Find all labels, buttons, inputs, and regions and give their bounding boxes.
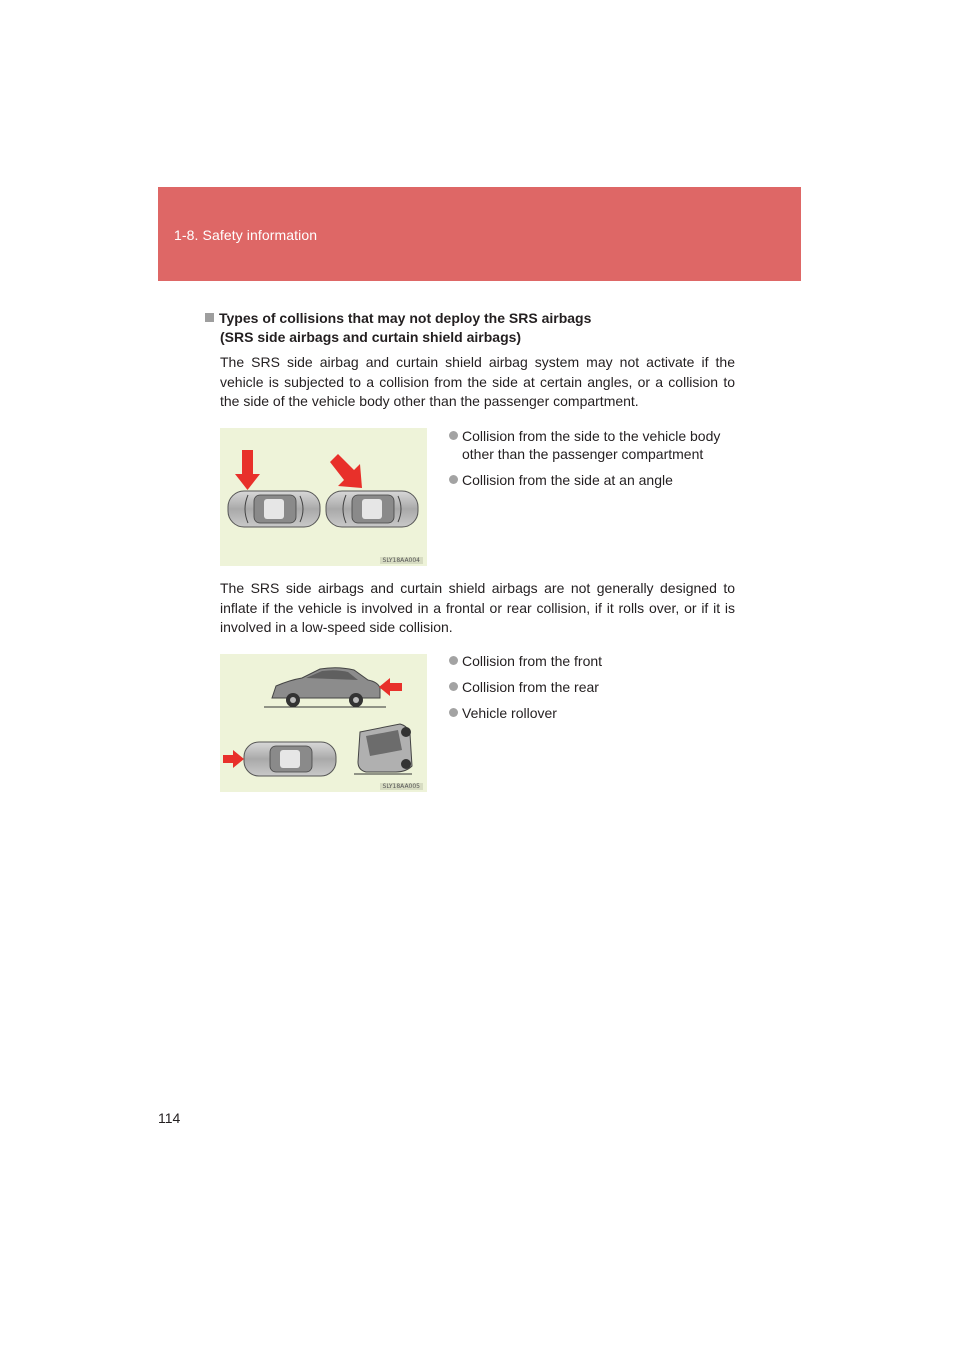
figure-side-collisions (220, 428, 427, 566)
car-top-view-1-icon (228, 491, 320, 527)
square-bullet-icon (205, 313, 214, 322)
car-top-view-rear-icon (244, 742, 336, 776)
bullet-dot-icon (449, 656, 458, 665)
heading-line-1: Types of collisions that may not deploy the SRS airbags (219, 310, 592, 326)
list-item: Collision from the side at an angle (449, 471, 749, 489)
section-title: 1-8. Safety information (174, 227, 318, 243)
paragraph-other-collisions: The SRS side airbags and curtain shield airbags are not generally designed to inflate if the vehicle is involved in a frontal or rear collision, if it rolls over, or if it is involved in a low-speed side collision. (220, 580, 735, 635)
arrow-down-icon (235, 450, 260, 490)
page-number: 114 (158, 1110, 181, 1126)
list-item: Vehicle rollover (449, 704, 749, 722)
arrow-diagonal-icon (330, 454, 362, 488)
side-collision-illustration (220, 428, 427, 566)
car-top-view-2-icon (326, 491, 418, 527)
figure-code: SLY18AA005 (380, 783, 423, 790)
arrow-left-icon (379, 678, 402, 696)
front-rear-rollover-illustration (220, 654, 427, 792)
figure-front-rear-rollover (220, 654, 427, 792)
figure-code: SLY18AA004 (380, 557, 423, 564)
arrow-right-icon (223, 750, 244, 768)
bullet-dot-icon (449, 708, 458, 717)
paragraph-side-collision: The SRS side airbag and curtain shield airbag system may not activate if the vehicle is subjected to a collision from the side at certain angles, or a collision to the side of the vehicle body other than the passenger compartment. (220, 354, 735, 409)
section-header (158, 187, 801, 281)
car-side-view-icon (264, 668, 386, 707)
bullet-list-other (449, 652, 749, 730)
subsection-heading (205, 309, 765, 347)
list-item: Collision from the front (449, 652, 749, 670)
list-item: Collision from the rear (449, 678, 749, 696)
bullet-dot-icon (449, 431, 458, 440)
bullet-list-side (449, 427, 749, 497)
heading-line-2: (SRS side airbags and curtain shield airbags) (220, 329, 522, 345)
bullet-dot-icon (449, 475, 458, 484)
car-rollover-icon (354, 724, 412, 774)
bullet-dot-icon (449, 682, 458, 691)
list-item: Collision from the side to the vehicle body other than the passenger compartment (449, 427, 749, 463)
